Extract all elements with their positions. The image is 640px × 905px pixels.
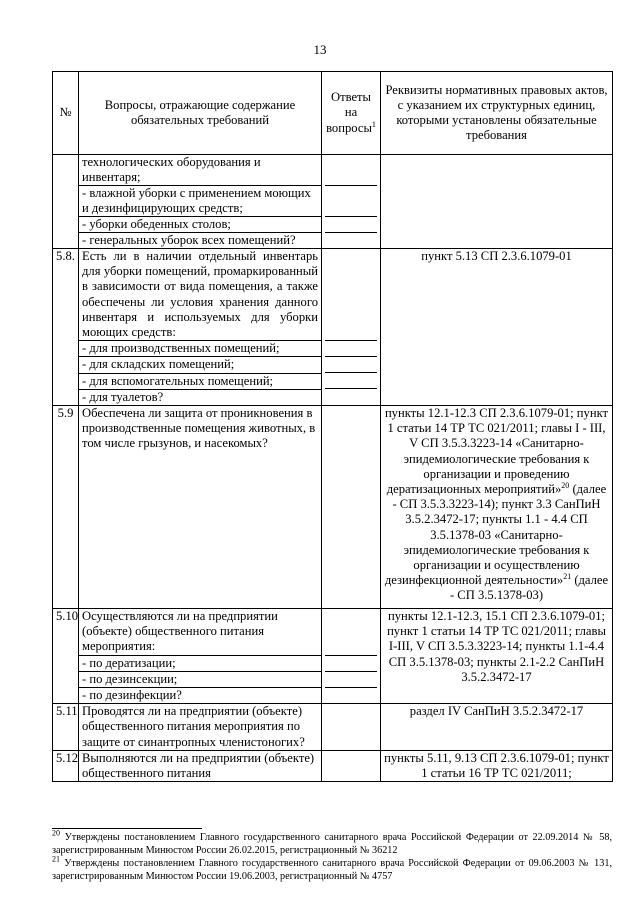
footnote-20: $^{20}$ Утверждены постановлением Главного государственного санитарного врача Российской Федерации от 22.09.2014 № 58, зарегистрированным Минюстом России 26.02.2015, регистрационный № 36212 [52, 828, 612, 856]
row-number: 5.8. [53, 249, 79, 406]
list-item: - по дезинсекции; [79, 671, 321, 687]
question-text: Выполняются ли на предприятии (объекте) общественного питания [79, 750, 322, 781]
footnotes [52, 828, 612, 883]
requisites-cell: пункты 12.1-12.3 СП 2.3.6.1079-01; пункт 1 статьи 14 ТР ТС 021/2011; главы I - III, V СП 3.5.3.3223-14 «Санитарно-эпидемиологические требования к организации и проведению дератизационных мероприятий»$^{20}$ (далее - СП 3.5.3.3223-14); пункт 3.3 СанПиН 3.5.2.3472-17; пункты 1.1 - 4.4 СП 3.5.1378-03 «Санитарно-эпидемиологические требования к организации и осуществлению дезинфекционной деятельности»$^{21}$ (далее - СП 3.5.1378-03) [381, 406, 613, 609]
requisites-cell: пункты 12.1-12.3, 15.1 СП 2.3.6.1079-01; пункт 1 статьи 14 ТР ТС 021/2011; главы I-III, V СП 3.5.3.3223-14; пункты 1.1-4.4 СП 3.5.1378-03; пункты 2.1-2.2 СанПиН 3.5.2.3472-17 [381, 609, 613, 704]
table-row [53, 704, 613, 751]
list-item: - для производственных помещений; [79, 340, 321, 356]
answer-cell[interactable] [322, 155, 381, 249]
header-requisites: Реквизиты нормативных правовых актов, с указанием их структурных единиц, которыми установлены обязательные требования [381, 72, 613, 155]
list-item: технологических оборудования и инвентаря; [82, 155, 261, 185]
header-questions: Вопросы, отражающие содержание обязательных требований [79, 72, 322, 155]
footnote-divider [52, 828, 202, 829]
header-num: № [53, 72, 79, 155]
list-item: - генеральных уборок всех помещений? [79, 232, 321, 248]
list-item: - влажной уборки с применением моющих и дезинфицирующих средств; [79, 185, 321, 216]
answer-cell[interactable] [322, 704, 381, 751]
requirements-table [52, 71, 613, 782]
question-text: Обеспечена ли защита от проникновения в производственные помещения животных, в том числе грызунов, и насекомых? [79, 406, 322, 609]
list-item: - для туалетов? [79, 389, 321, 405]
answer-cell[interactable] [322, 750, 381, 781]
list-item: - по дератизации; [79, 655, 321, 671]
requisites-cell: раздел IV СанПиН 3.5.2.3472-17 [381, 704, 613, 751]
row-number: 5.11 [53, 704, 79, 751]
table-row [53, 155, 613, 249]
footnote-21: $^{21}$ Утверждены постановлением Главного государственного санитарного врача Российской Федерации от 09.06.2003 № 131, зарегистрированным Минюстом России 19.06.2003, регистрационный № 4757 [52, 854, 612, 882]
table-row [53, 750, 613, 781]
question-text: Есть ли в наличии отдельный инвентарь для уборки помещений, промаркированный в зависимости от вида помещения, а также обеспечены ли условия хранения данного инвентаря и используемых для уборки моющих средств: [82, 249, 318, 340]
requisites-cell: пункты 5.11, 9.13 СП 2.3.6.1079-01; пункт 1 статьи 16 ТР ТС 021/2011; [381, 750, 613, 781]
answer-cell[interactable] [322, 406, 381, 609]
requisites-cell: пункт 5.13 СП 2.3.6.1079-01 [381, 249, 613, 406]
table-row [53, 609, 613, 704]
page-number: 13 [313, 42, 327, 57]
list-item: - для складских помещений; [79, 356, 321, 372]
question-text: Проводятся ли на предприятии (объекте) общественного питания мероприятия по защите от синантропных членистоногих? [79, 704, 322, 751]
table-row [53, 249, 613, 406]
answer-cell[interactable] [322, 609, 381, 704]
list-item: - для вспомогательных помещений; [79, 373, 321, 389]
header-answers: Ответы на вопросы$^1$ [322, 72, 381, 155]
list-item: - уборки обеденных столов; [79, 216, 321, 232]
row-number: 5.10 [53, 609, 79, 704]
table-header-row [53, 72, 613, 155]
answer-cell[interactable] [322, 249, 381, 406]
list-item: - по дезинфекции? [79, 687, 321, 703]
row-number: 5.12 [53, 750, 79, 781]
question-text: Осуществляются ли на предприятии (объекте) общественного питания мероприятия: [82, 609, 278, 654]
table-row [53, 406, 613, 609]
row-number: 5.9 [53, 406, 79, 609]
